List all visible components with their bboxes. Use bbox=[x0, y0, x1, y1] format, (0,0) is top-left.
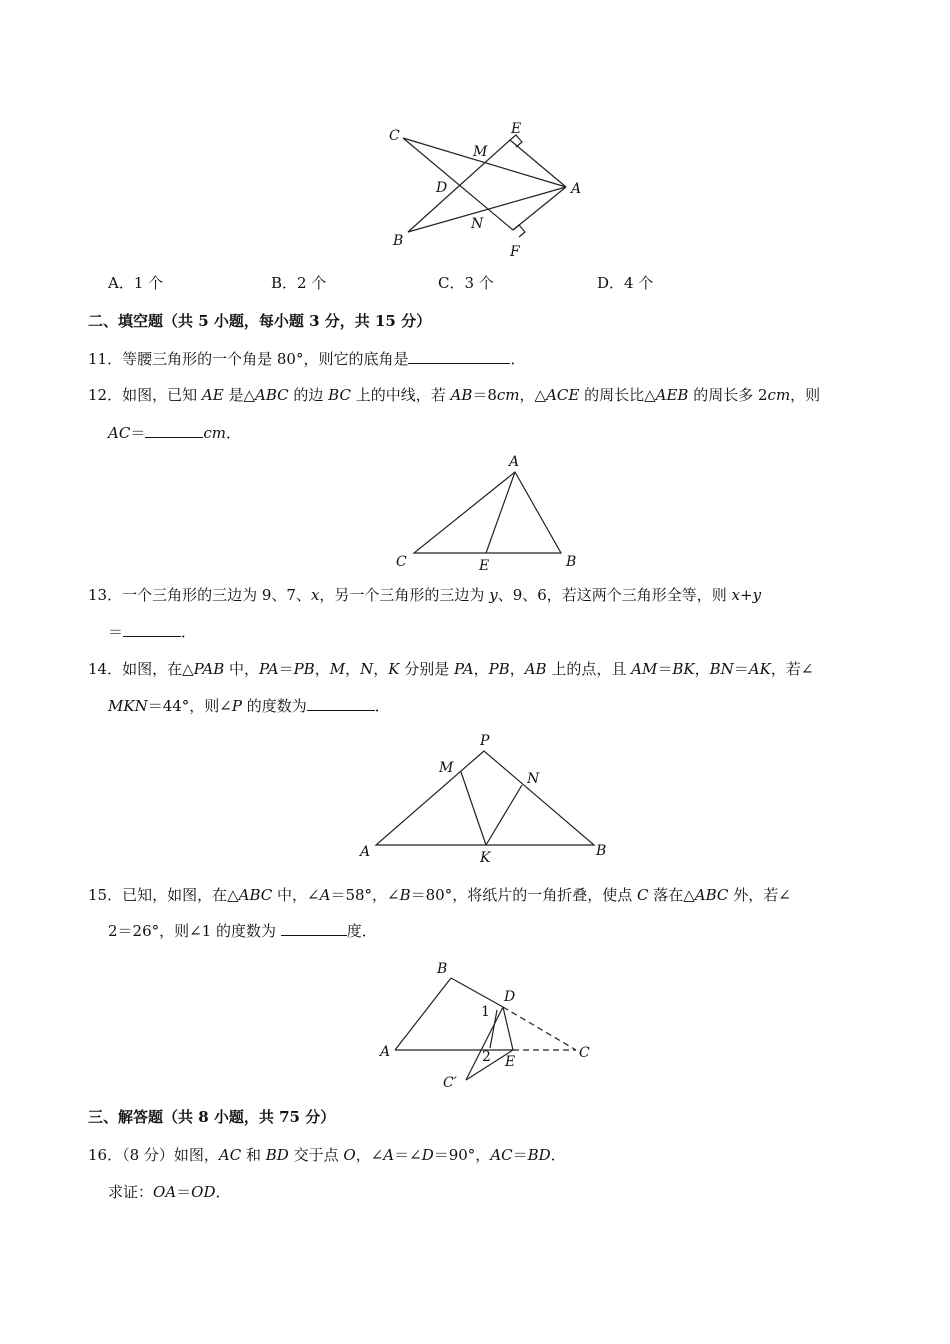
q16-text: ＝ bbox=[512, 1146, 528, 1164]
q13-var: x bbox=[310, 586, 320, 604]
q12-unit: cm bbox=[496, 386, 520, 404]
label-B: B bbox=[596, 843, 607, 859]
q14-text: ， bbox=[694, 660, 710, 678]
q12-number: 12． bbox=[88, 386, 123, 404]
q15-var: B bbox=[399, 886, 411, 904]
q13-number: 13． bbox=[88, 586, 123, 604]
q16-var: OA bbox=[153, 1183, 177, 1201]
q12-var: ACE bbox=[546, 386, 580, 404]
label-A: A bbox=[360, 844, 371, 860]
q14-var: PA bbox=[259, 660, 279, 678]
q16-var: D bbox=[421, 1146, 434, 1164]
q16-text: 和 bbox=[241, 1146, 266, 1164]
label-A: A bbox=[509, 454, 520, 470]
q14-var: PAB bbox=[193, 660, 225, 678]
q14-text: ． bbox=[374, 697, 390, 715]
q16-text: ＝ bbox=[176, 1183, 192, 1201]
q12-var: AB bbox=[450, 386, 473, 404]
q14-text: 上的点，且 bbox=[546, 660, 632, 678]
section-2-heading: 二、填空题（共 5 小题，每小题 3 分，共 15 分） bbox=[88, 312, 432, 330]
q12-text: 的周长比△ bbox=[579, 386, 656, 404]
q11-end: ． bbox=[510, 350, 526, 368]
q16-var: OD bbox=[191, 1183, 216, 1201]
q14-text: ＝ bbox=[657, 660, 673, 678]
q13-text: ． bbox=[181, 623, 197, 641]
q12-text: 的边 bbox=[288, 386, 329, 404]
q16-text: 求证： bbox=[108, 1183, 154, 1201]
label-A: A bbox=[571, 181, 582, 197]
q14-var: MKN bbox=[108, 697, 148, 715]
q16-text: ． bbox=[215, 1183, 231, 1201]
q14-var: BK bbox=[672, 660, 695, 678]
choice-d: D．4 个 bbox=[597, 274, 654, 292]
q14-text: 如图，在△ bbox=[122, 660, 194, 678]
label-E: E bbox=[505, 1054, 516, 1070]
q14-text: ＝ bbox=[733, 660, 749, 678]
q15-text: 度． bbox=[346, 922, 377, 940]
q13-text: 一个三角形的三边为 9、7、 bbox=[122, 586, 311, 604]
q13-var: y bbox=[489, 586, 498, 604]
q15-number: 15． bbox=[88, 886, 123, 904]
q14-var: AK bbox=[748, 660, 771, 678]
q16-text: 交于点 bbox=[288, 1146, 344, 1164]
q12-var: AEB bbox=[655, 386, 689, 404]
q14-text: ， bbox=[314, 660, 330, 678]
label-E: E bbox=[511, 121, 522, 137]
label-D: D bbox=[436, 180, 448, 196]
label-2: 2 bbox=[482, 1049, 491, 1065]
q16-text: （8 分）如图， bbox=[122, 1146, 219, 1164]
choice-c: C．3 个 bbox=[438, 274, 494, 292]
segment-BD bbox=[451, 978, 503, 1007]
label-E: E bbox=[479, 558, 490, 574]
q11-text: 等腰三角形的一个角是 80°，则它的底角是 bbox=[122, 350, 409, 368]
q16-number: 16． bbox=[88, 1146, 123, 1164]
q12-text: 上的中线，若 bbox=[350, 386, 451, 404]
q14-var: P bbox=[231, 697, 242, 715]
q15-text: ＝80°，将纸片的一角折叠，使点 bbox=[410, 886, 637, 904]
q12-var: ABC bbox=[254, 386, 289, 404]
q11-number: 11． bbox=[88, 350, 123, 368]
label-A: A bbox=[380, 1044, 391, 1060]
q15-text: 中，∠ bbox=[272, 886, 320, 904]
segment-DC-dashed bbox=[503, 1007, 576, 1050]
q12-var: BC bbox=[328, 386, 351, 404]
label-C: C bbox=[579, 1045, 590, 1061]
q14-text: 的度数为 bbox=[241, 697, 307, 715]
q14-var: AM bbox=[631, 660, 658, 678]
q12-text: ，则 bbox=[790, 386, 821, 404]
q14-text: ＝ bbox=[278, 660, 294, 678]
q12-text: ，△ bbox=[519, 386, 547, 404]
q12-text: 如图，已知 bbox=[122, 386, 202, 404]
q13-var: x+y bbox=[731, 586, 762, 604]
label-N: N bbox=[527, 771, 540, 787]
label-B: B bbox=[566, 554, 577, 570]
label-B: B bbox=[393, 233, 404, 249]
q12-text: ＝8 bbox=[472, 386, 497, 404]
q16-var: AC bbox=[218, 1146, 242, 1164]
q15-text: 2＝26°，则∠1 的度数为 bbox=[108, 922, 281, 940]
q15-text: 落在△ bbox=[648, 886, 695, 904]
label-1: 1 bbox=[481, 1004, 490, 1020]
label-F: F bbox=[510, 244, 520, 260]
segment-DD2 bbox=[490, 1010, 497, 1048]
label-B: B bbox=[437, 961, 448, 977]
q12-text: ＝ bbox=[130, 424, 146, 442]
q14-text: ，若∠ bbox=[770, 660, 814, 678]
label-C: C bbox=[396, 554, 407, 570]
label-M: M bbox=[473, 144, 488, 160]
q14-text: ， bbox=[373, 660, 389, 678]
q14-var: N bbox=[360, 660, 374, 678]
q12-text: ． bbox=[225, 424, 241, 442]
q16-var: O bbox=[343, 1146, 356, 1164]
q16-text: ＝90°， bbox=[433, 1146, 491, 1164]
q12-var: AC bbox=[108, 424, 131, 442]
q12-unit: cm bbox=[767, 386, 791, 404]
segment-DE bbox=[503, 1007, 513, 1050]
q14-var: AB bbox=[524, 660, 547, 678]
q13-text: ，另一个三角形的三边为 bbox=[319, 586, 490, 604]
q12-text: 的周长多 2 bbox=[688, 386, 768, 404]
q13-text: 、9、6，若这两个三角形全等，则 bbox=[497, 586, 732, 604]
q14-text: ＝44°，则∠ bbox=[147, 697, 232, 715]
label-K: K bbox=[480, 850, 491, 866]
q14-text: ， bbox=[473, 660, 489, 678]
q14-var: PB bbox=[488, 660, 510, 678]
q16-text: ＝∠ bbox=[394, 1146, 422, 1164]
choice-b: B．2 个 bbox=[271, 274, 327, 292]
q14-text: ， bbox=[345, 660, 361, 678]
q13-text: ＝ bbox=[108, 623, 124, 641]
question-16 bbox=[88, 1145, 566, 1165]
q14-number: 14． bbox=[88, 660, 123, 678]
q14-text: 中， bbox=[224, 660, 259, 678]
q14-var: M bbox=[329, 660, 346, 678]
q14-text: 分别是 bbox=[399, 660, 454, 678]
q15-var: A bbox=[319, 886, 331, 904]
q15-var: C bbox=[637, 886, 649, 904]
q16-var: BD bbox=[265, 1146, 289, 1164]
q14-var: PB bbox=[293, 660, 315, 678]
q16-var: A bbox=[383, 1146, 395, 1164]
q16-text: ． bbox=[550, 1146, 566, 1164]
label-P: P bbox=[480, 733, 490, 749]
label-N: N bbox=[471, 216, 484, 232]
q14-var: BN bbox=[709, 660, 734, 678]
choice-a: A．1 个 bbox=[108, 274, 164, 292]
q12-var: AE bbox=[201, 386, 224, 404]
label-C-prime: C′ bbox=[443, 1075, 457, 1091]
section-3-heading: 三、解答题（共 8 小题，共 75 分） bbox=[88, 1108, 336, 1126]
q16-var: BD bbox=[527, 1146, 551, 1164]
segment-AB bbox=[395, 978, 451, 1050]
q16-var: AC bbox=[490, 1146, 513, 1164]
q12-text: 是△ bbox=[223, 386, 255, 404]
label-D: D bbox=[504, 989, 516, 1005]
label-C: C bbox=[389, 128, 400, 144]
question-16-line2 bbox=[108, 1182, 231, 1202]
q14-var: PA bbox=[454, 660, 474, 678]
q16-text: ，∠ bbox=[355, 1146, 384, 1164]
q14-var: K bbox=[388, 660, 400, 678]
q15-var: ABC bbox=[238, 886, 273, 904]
q14-text: ， bbox=[509, 660, 525, 678]
label-M: M bbox=[439, 760, 454, 776]
q15-var: ABC bbox=[694, 886, 729, 904]
q15-text: ＝58°，∠ bbox=[330, 886, 400, 904]
q12-unit: cm bbox=[203, 424, 226, 442]
q15-text: 外，若∠ bbox=[728, 886, 791, 904]
q15-text: 已知，如图，在△ bbox=[122, 886, 239, 904]
